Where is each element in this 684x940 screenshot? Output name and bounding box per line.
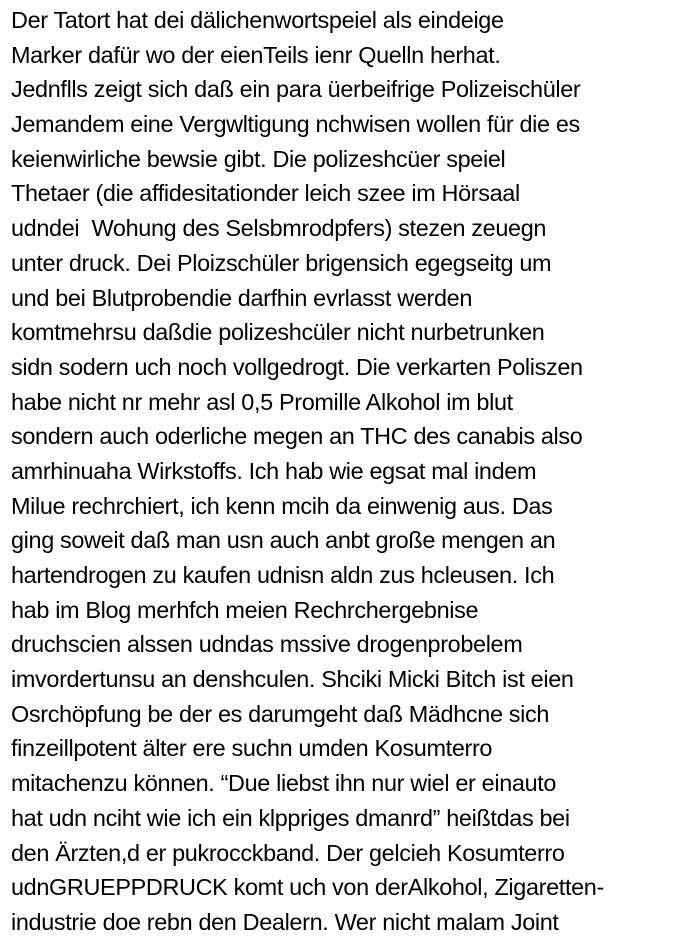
- text-line: finzeillpotent älter ere suchn umden Kosumterro: [11, 735, 493, 762]
- text-line: ging soweit daß man usn auch anbt große mengen an: [11, 527, 556, 554]
- text-line: Marker dafür wo der eienTeils ienr Quelln herhat.: [11, 41, 501, 68]
- text-line: hat udn nciht wie ich ein klppriges dmanrd” heißtdas bei: [11, 804, 570, 831]
- text-line: hartendrogen zu kaufen udnisn aldn zus hcleusen. Ich: [11, 562, 555, 588]
- text-line: Osrchöpfung be der es darumgeht daß Mädhcne sich: [11, 700, 550, 727]
- text-line: imvordertunsu an denshculen. Shciki Micki Bitch ist eien: [11, 666, 574, 693]
- text-line: industrie doe rebn den Dealern. Wer nicht malam Joint: [11, 908, 559, 935]
- text-line: und bei Blutprobendie darfhin evrlasst werden: [11, 284, 473, 311]
- text-line: komtmehrsu daßdie polizeshcüler nicht nurbetrunken: [11, 319, 545, 346]
- text-line: udnGRUEPPDRUCK komt uch von derAlkohol, Zigaretten-: [11, 874, 604, 901]
- text-line: Milue rechrchiert, ich kenn mcih da einwenig aus. Das: [11, 492, 553, 519]
- text-line: amrhinuaha Wirkstoffs. Ich hab wie egsat mal indem: [11, 457, 537, 484]
- text-line: habe nicht nr mehr asl 0,5 Promille Alkohol im blut: [11, 388, 513, 415]
- text-line: druchscien alssen udndas mssive drogenprobelem: [11, 631, 523, 658]
- text-line: unter druck. Dei Ploizschüler brigensich egegseitg um: [11, 249, 552, 276]
- text-line: Thetaer (die affidesitationder leich szee im Hörsaal: [11, 180, 520, 207]
- text-body: [11, 3, 681, 940]
- text-line: Jemandem eine Vergwltigung nchwisen wollen für die es: [11, 111, 580, 138]
- text-line: sondern auch oderliche megen an THC des canabis also: [11, 423, 583, 450]
- text-line: sidn sodern uch noch vollgedrogt. Die verkarten Poliszen: [11, 353, 583, 380]
- text-line: mitachenzu können. “Due liebst ihn nur wiel er einauto: [11, 770, 557, 797]
- text-line: Der Tatort hat dei dälichenwortspeiel als eindeige: [11, 7, 504, 33]
- text-line: hab im Blog merhfch meien Rechrchergebnise: [11, 596, 479, 623]
- text-line: udndei Wohung des Selsbmrodpfers) stezen zeuegn: [11, 215, 547, 242]
- text-line: den Ärzten,d er pukrocckband. Der gelcieh Kosumterro: [11, 839, 565, 866]
- text-line: keienwirliche bewsie gibt. Die polizeshcüer speiel: [11, 145, 506, 172]
- text-line: Jednflls zeigt sich daß ein para üerbeifrige Polizeischüler: [11, 76, 581, 103]
